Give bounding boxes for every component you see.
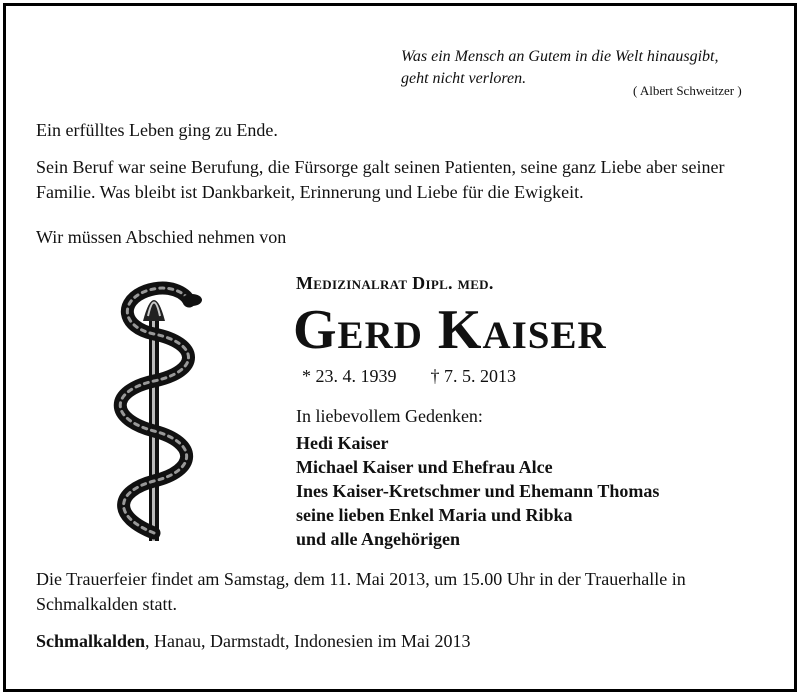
mourner: Hedi Kaiser [296, 433, 389, 453]
mourner: Ines Kaiser-Kretschmer und Ehemann Thomas [296, 481, 660, 501]
obituary-frame [3, 3, 797, 692]
deceased-name: Gerd Kaiser [293, 299, 607, 361]
deceased-title: Medizinalrat Dipl. med. [296, 273, 494, 293]
tribute-text: Sein Beruf war seine Berufung, die Fürsorge galt seinen Patienten, seine ganz Liebe aber seiner Familie. Was bleibt ist Dankbarkeit, Erinnerung und Liebe für die Ewigkeit. [36, 157, 725, 202]
life-dates [302, 366, 516, 387]
death-date: † 7. 5. 2013 [430, 366, 516, 386]
quote-line-1: Was ein Mensch an Gutem in die Welt hinausgibt, [401, 48, 719, 65]
birth-date: * 23. 4. 1939 [302, 366, 397, 386]
farewell-text: Wir müssen Abschied nehmen von [36, 227, 287, 247]
intro-text: Ein erfülltes Leben ging zu Ende. [36, 120, 278, 140]
quote-line-2: geht nicht verloren. [401, 70, 527, 87]
mourner: Michael Kaiser und Ehefrau Alce [296, 457, 553, 477]
memory-intro: In liebevollem Gedenken: [296, 406, 483, 426]
closing-line [36, 631, 470, 652]
closing-place: Schmalkalden [36, 631, 146, 651]
rod-of-asclepius-icon [91, 271, 221, 546]
closing-rest: , Hanau, Darmstadt, Indonesien im Mai 2013 [145, 631, 471, 651]
mourners-list [296, 431, 659, 551]
mourner: seine lieben Enkel Maria und Ribka [296, 505, 573, 525]
ceremony-text: Die Trauerfeier findet am Samstag, dem 11. Mai 2013, um 15.00 Uhr in der Trauerhalle in Schmalkalden statt. [36, 569, 686, 614]
quote-author: ( Albert Schweitzer ) [633, 83, 742, 98]
mourner: und alle Angehörigen [296, 529, 461, 549]
